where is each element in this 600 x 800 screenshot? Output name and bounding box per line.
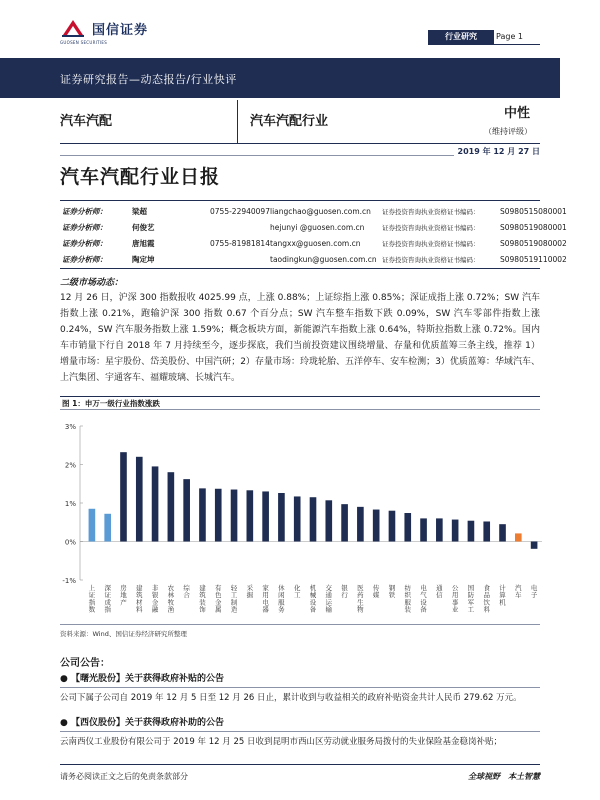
analyst-role: 证券分析师： (62, 223, 107, 232)
x-tick-label: 造 (230, 605, 238, 614)
bar (168, 472, 175, 541)
analyst-phone: 0755-81981814 (210, 239, 270, 248)
x-tick-label: 成 (104, 598, 111, 607)
x-tick-label: 饰 (199, 605, 206, 614)
bar (404, 513, 411, 541)
x-tick-label: 装 (404, 605, 412, 614)
market-heading: 二级市场动态： (60, 268, 540, 288)
x-tick-label: 房 (120, 584, 127, 592)
x-tick-label: 金 (151, 598, 159, 607)
x-tick-label: 掘 (246, 591, 254, 600)
footer-disclaimer: 请务必阅读正文之后的免责条款部分 (60, 772, 188, 781)
x-tick-label: 深 (104, 584, 111, 592)
announcement-body: 公司下属子公司自 2019 年 12 月 5 日至 12 月 26 日止，累计收到与收益相关的政府补贴资金共计人民币 279.62 万元。 (60, 693, 522, 703)
analyst-row (60, 204, 567, 220)
bar (310, 497, 317, 541)
bar (515, 533, 522, 541)
x-tick-label: 家 (262, 584, 269, 592)
x-tick-label: 装 (199, 598, 206, 607)
logo-subtext: GUOSEN SECURITIES (60, 40, 108, 45)
bar (468, 521, 475, 542)
x-tick-label: 铁 (388, 591, 396, 600)
rating: 中性 (503, 106, 530, 121)
analyst-cert-no: S0980519080001 (500, 223, 567, 232)
x-tick-label: 军 (467, 598, 475, 607)
x-tick-label: 国 (467, 584, 475, 592)
analyst-cert-label: 证券投资咨询执业资格证书编码： (382, 256, 480, 264)
bar (104, 514, 111, 542)
x-tick-label: 电 (530, 584, 538, 592)
x-tick-label: 器 (262, 605, 269, 614)
y-tick-label: 2% (64, 461, 76, 470)
bar (152, 466, 159, 541)
x-tick-label: 产 (120, 598, 127, 607)
x-tick-label: 建 (199, 584, 206, 592)
bar (499, 524, 506, 541)
x-tick-label: 用 (451, 591, 459, 600)
bar (183, 479, 190, 541)
bar (483, 521, 490, 541)
bar (436, 518, 443, 541)
x-tick-label: 车 (515, 591, 522, 600)
analyst-email[interactable]: hejunyi @guosen.com.cn (270, 223, 365, 232)
header-divider (428, 44, 540, 45)
analyst-list (60, 200, 567, 268)
x-tick-label: 服 (404, 598, 412, 607)
x-tick-label: 指 (88, 598, 96, 607)
y-tick-label: 0% (64, 538, 76, 547)
bar (278, 493, 285, 542)
x-tick-label: 合 (183, 591, 190, 600)
analyst-email[interactable]: liangchao@guosen.com.cn (270, 207, 371, 216)
x-tick-label: 医 (357, 584, 364, 592)
x-tick-label: 机 (499, 598, 506, 607)
x-tick-label: 制 (230, 598, 238, 607)
x-tick-label: 工 (293, 591, 301, 600)
x-tick-label: 证 (104, 591, 111, 600)
x-tick-label: 工 (230, 591, 238, 600)
x-tick-label: 渔 (167, 605, 175, 614)
x-tick-label: 械 (309, 591, 317, 600)
x-tick-label: 信 (436, 591, 443, 600)
sector-label: 汽车汽配 (60, 100, 238, 144)
x-tick-label: 工 (467, 605, 475, 614)
bar (373, 510, 380, 542)
bar (531, 542, 538, 549)
x-tick-label: 服 (278, 598, 285, 607)
x-tick-label: 非 (151, 584, 159, 592)
x-tick-label: 食 (483, 584, 490, 592)
x-tick-label: 电 (262, 598, 269, 607)
announcement-body: 云南西仪工业股份有限公司于 2019 年 12 月 25 日收到昆明市西山区劳动就业服务局拨付的失业保险基金稳岗补贴； (60, 737, 502, 747)
figure-source: 资料来源：Wind、国信证券经济研究所整理 (60, 624, 540, 638)
x-tick-label: 气 (420, 591, 427, 600)
x-tick-label: 备 (309, 605, 317, 614)
x-tick-label: 交 (325, 584, 333, 592)
bar (89, 509, 96, 542)
x-tick-label: 色 (214, 591, 222, 600)
rating-note: （维持评级） (484, 127, 532, 136)
x-tick-label: 通 (436, 584, 443, 592)
analyst-cert-label: 证券投资咨询执业资格证书编码： (382, 240, 480, 248)
x-tick-label: 有 (214, 584, 222, 592)
x-tick-label: 设 (420, 598, 427, 607)
guosen-logo-icon (60, 17, 86, 39)
company-heading: 公司公告： (60, 658, 110, 669)
x-tick-label: 上 (88, 584, 96, 592)
x-tick-label: 指 (104, 605, 111, 614)
bar (247, 490, 254, 541)
y-tick-label: -1% (62, 577, 76, 585)
x-tick-label: 防 (467, 591, 475, 600)
company-logo (60, 17, 148, 39)
x-tick-label: 药 (357, 591, 364, 600)
bar (341, 504, 348, 541)
analyst-role: 证券分析师： (62, 207, 107, 216)
bar (452, 520, 459, 542)
category-row (60, 100, 540, 144)
logo-text: 国信证券 (92, 22, 149, 38)
analyst-row (60, 252, 567, 268)
analyst-cert-no: S0980515080001 (500, 207, 567, 216)
x-tick-label: 融 (151, 605, 159, 614)
footer-slogan: 全球视野 本土智慧 (468, 772, 540, 781)
x-tick-label: 建 (136, 584, 143, 592)
x-tick-label: 运 (325, 598, 333, 607)
x-tick-label: 织 (404, 591, 412, 600)
x-tick-label: 轻 (230, 584, 238, 592)
x-tick-label: 银 (151, 591, 159, 600)
analyst-cert-label: 证券投资咨询执业资格证书编码： (382, 224, 480, 232)
bar (199, 488, 206, 541)
x-tick-label: 物 (357, 605, 364, 614)
bar (136, 457, 143, 542)
x-tick-label: 料 (483, 605, 490, 614)
report-date: 2019 年 12 月 27 日 (454, 146, 540, 157)
x-tick-label: 筑 (136, 591, 143, 600)
x-tick-label: 属 (214, 605, 222, 614)
y-tick-label: 3% (64, 423, 76, 431)
bar (357, 507, 364, 542)
analyst-name: 何俊艺 (132, 223, 155, 232)
report-band (0, 58, 560, 98)
x-tick-label: 算 (499, 591, 506, 600)
x-tick-label: 化 (293, 584, 301, 592)
bar (325, 500, 332, 541)
x-tick-label: 采 (246, 584, 254, 592)
analyst-name: 梁超 (132, 207, 147, 216)
x-tick-label: 饮 (483, 598, 490, 607)
x-tick-label: 地 (120, 591, 127, 600)
bar (231, 490, 238, 542)
bar (420, 518, 427, 541)
x-tick-label: 设 (309, 598, 317, 607)
x-tick-label: 机 (309, 584, 317, 592)
x-tick-label: 银 (341, 584, 348, 592)
x-tick-label: 业 (451, 605, 459, 614)
analyst-name: 唐旭霞 (132, 239, 155, 248)
x-tick-label: 农 (167, 584, 175, 592)
x-tick-label: 事 (451, 598, 459, 607)
x-tick-label: 务 (278, 605, 285, 614)
x-tick-label: 料 (136, 605, 143, 614)
bar (215, 489, 222, 542)
x-tick-label: 电 (420, 584, 427, 592)
analyst-cert-no: S0980519080002 (500, 239, 567, 248)
x-tick-label: 用 (262, 591, 269, 600)
x-tick-label: 数 (88, 605, 96, 614)
x-tick-label: 计 (499, 584, 506, 592)
announcement-title-text: 【西仪股份】关于获得政府补助的公告 (71, 718, 225, 728)
analyst-email[interactable]: tangxx@guosen.com.cn (270, 239, 361, 248)
analyst-name: 陶定坤 (132, 255, 155, 264)
report-type-tag: 行业研究 (428, 30, 494, 44)
x-tick-label: 公 (451, 584, 459, 592)
x-tick-label: 通 (325, 591, 333, 600)
analyst-row (60, 236, 567, 252)
industry-label: 汽车汽配行业 (250, 114, 329, 129)
x-tick-label: 生 (357, 598, 364, 607)
analyst-cert-no: S0980519110002 (500, 255, 567, 264)
announcement-title: ● 【西仪股份】关于获得政府补助的公告 (60, 714, 540, 732)
x-tick-label: 备 (420, 605, 427, 614)
x-tick-label: 筑 (199, 591, 206, 600)
analyst-row (60, 220, 567, 236)
x-tick-label: 综 (183, 584, 190, 592)
x-tick-label: 证 (88, 591, 96, 600)
market-paragraph: 12 月 26 日，沪深 300 指数报收 4025.99 点，上涨 0.88%；上证综指上涨 0.85%；深证成指上涨 0.72%；SW 汽车指数上涨 0.21%，跑输沪深 300 指数 0.67 个百分点；SW 汽车整车指数下跌 0.09%，SW 汽车零部件指数上涨 0.24%，SW 汽车服务指数上涨 1.59%；概念板块方面，新能源汽车指数上涨 0.64%，特斯拉指数上涨 0.72%。国内车市销量下行自 2018 年 7 月持续至今，逐步探底，我们当前投资建议围绕增量、存量和优质蓝筹三条主线，推荐 1）增量市场：星宇股份、岱美股份、中国汽研；2）存量市场：玲珑轮胎、五洋停车、安车检测；3）优质蓝筹：华域汽车、上汽集团、宇通客车、福耀玻璃、长城汽车。 (60, 293, 540, 383)
announcement-title-text: 【曙光股份】关于获得政府补贴的公告 (71, 674, 225, 684)
analyst-role: 证券分析师： (62, 239, 107, 248)
date-row (60, 146, 540, 156)
x-tick-label: 牧 (167, 598, 175, 607)
bar (294, 496, 301, 541)
x-tick-label: 材 (136, 598, 143, 607)
x-tick-label: 金 (214, 598, 222, 607)
announcement-title: ● 【曙光股份】关于获得政府补贴的公告 (60, 670, 540, 688)
x-tick-label: 汽 (515, 584, 522, 592)
x-tick-label: 休 (278, 584, 285, 592)
analyst-role: 证券分析师： (62, 255, 107, 264)
page-number: Page 1 (496, 32, 523, 41)
x-tick-label: 传 (372, 584, 380, 592)
x-tick-label: 品 (483, 591, 490, 600)
analyst-phone: 0755-22940097 (210, 207, 270, 216)
bar (262, 491, 269, 541)
x-tick-label: 林 (167, 591, 175, 600)
analyst-email[interactable]: taodingkun@guosen.com.cn (270, 255, 377, 264)
x-tick-label: 行 (341, 591, 348, 600)
x-tick-label: 纺 (404, 584, 412, 592)
report-band-text: 证券研究报告—动态报告/行业快评 (60, 73, 237, 86)
analyst-cert-label: 证券投资咨询执业资格证书编码： (382, 208, 480, 216)
figure-caption: 图 1：申万一级行业指数涨跌 (60, 396, 540, 410)
y-tick-label: 1% (64, 500, 76, 508)
x-tick-label: 钢 (388, 584, 396, 592)
page-title: 汽车汽配行业日报 (60, 166, 221, 188)
x-tick-label: 媒 (372, 591, 380, 600)
industry-index-bar-chart (60, 412, 548, 622)
x-tick-label: 子 (530, 591, 538, 600)
x-tick-label: 闲 (278, 591, 285, 600)
bar (389, 511, 396, 542)
page-footer (60, 764, 540, 782)
x-tick-label: 输 (325, 605, 333, 614)
bar (120, 452, 127, 541)
